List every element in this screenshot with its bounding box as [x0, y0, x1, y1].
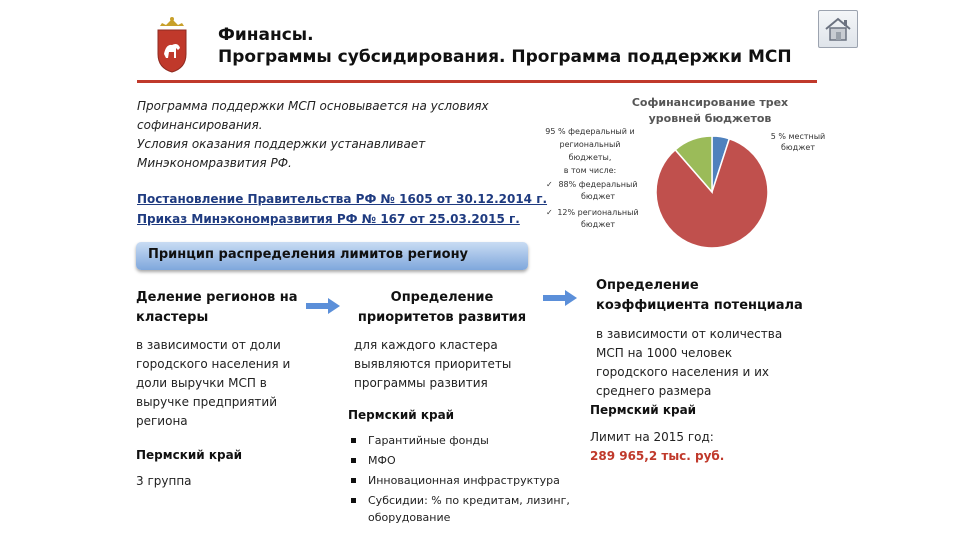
- column-3-heading: [596, 276, 836, 316]
- heading-line: кластеры: [136, 310, 209, 325]
- title-line-2: Программы субсидирования. Программа поддержки МСП: [218, 47, 792, 67]
- description-line: среднего размера: [596, 384, 712, 398]
- arrow-right-icon: [306, 298, 340, 314]
- intro-line: Минэкономразвития РФ.: [137, 156, 292, 170]
- order-link[interactable]: Приказ Минэкономразвития РФ № 167 от 25.03.2015 г.: [137, 212, 520, 226]
- column-2-heading: [342, 288, 542, 328]
- annotation-federal-regional: региональный: [559, 140, 621, 149]
- document-links: [137, 189, 547, 229]
- column-2-description: [354, 336, 544, 393]
- arrow-right-icon: [543, 290, 577, 306]
- pie-slices: [656, 136, 768, 248]
- column-2-region: Пермский край: [348, 408, 455, 422]
- list-item: Субсидии: % по кредитам, лизинг, оборудование: [350, 492, 580, 526]
- description-line: для каждого кластера: [354, 338, 498, 352]
- title-line-1: Финансы.: [218, 25, 314, 45]
- heading-line: Определение: [596, 278, 699, 293]
- annotation-federal-regional: в том числе:: [563, 166, 617, 175]
- description-line: в зависимости от количества: [596, 327, 783, 341]
- column-3-region: Пермский край: [590, 403, 697, 417]
- annotation-federal-regional: 95 % федеральный и: [545, 127, 635, 136]
- heading-line: Деление регионов на: [136, 290, 298, 305]
- intro-line: Программа поддержки МСП основывается на условиях: [137, 99, 489, 113]
- column-1-heading: [136, 288, 316, 328]
- heading-line: приоритетов развития: [357, 310, 527, 325]
- intro-line: Условия оказания поддержки устанавливает: [137, 137, 426, 151]
- description-line: в зависимости от доли: [136, 338, 281, 352]
- description-line: выручке предприятий: [136, 395, 278, 409]
- description-line: городского населения и их: [596, 365, 769, 379]
- annotation-federal: 88% федеральный: [558, 180, 638, 189]
- home-icon: [819, 11, 857, 47]
- distribution-principle-banner: Принцип распределения лимитов региону: [136, 242, 528, 270]
- annotation-local: бюджет: [781, 143, 815, 152]
- description-line: городского населения и: [136, 357, 291, 371]
- description-line: выявляются приоритеты: [354, 357, 512, 371]
- limit-value: 289 965,2 тыс. руб.: [590, 449, 725, 463]
- annotation-regional: 12% региональный: [557, 208, 639, 217]
- description-line: доли выручки МСП в: [136, 376, 267, 390]
- heading-line: Определение: [390, 290, 494, 305]
- coat-of-arms-icon: [152, 14, 192, 74]
- column-3-description: [596, 325, 816, 401]
- intro-line: софинансирования.: [137, 118, 263, 132]
- annotation-federal-regional: бюджеты,: [568, 153, 612, 162]
- limit-label: Лимит на 2015 год:: [590, 430, 714, 444]
- cofinancing-pie-chart: [540, 92, 830, 262]
- heading-line: коэффициента потенциала: [596, 298, 803, 313]
- chart-title-line-1: Софинансирование трех: [631, 96, 789, 109]
- column-1-description: [136, 336, 326, 431]
- page-title: [218, 24, 792, 68]
- list-item: МФО: [350, 452, 580, 469]
- check-icon: ✓: [546, 180, 553, 189]
- home-button[interactable]: [818, 10, 858, 48]
- priorities-list: [350, 432, 580, 536]
- annotation-federal: бюджет: [581, 192, 615, 201]
- intro-text: [137, 97, 537, 173]
- column-1-region: Пермский край: [136, 448, 243, 462]
- description-line: МСП на 1000 человек: [596, 346, 733, 360]
- column-1-value: 3 группа: [136, 474, 192, 488]
- annotation-local: 5 % местный: [770, 132, 826, 141]
- annotation-regional: бюджет: [581, 220, 615, 229]
- list-item: Инновационная инфраструктура: [350, 472, 580, 489]
- decree-link[interactable]: Постановление Правительства РФ № 1605 от 30.12.2014 г.: [137, 192, 548, 206]
- chart-title-line-2: уровней бюджетов: [648, 112, 772, 125]
- description-line: программы развития: [354, 376, 488, 390]
- header-divider: [137, 80, 817, 83]
- list-item: Гарантийные фонды: [350, 432, 580, 449]
- check-icon: ✓: [546, 208, 553, 217]
- description-line: региона: [136, 414, 188, 428]
